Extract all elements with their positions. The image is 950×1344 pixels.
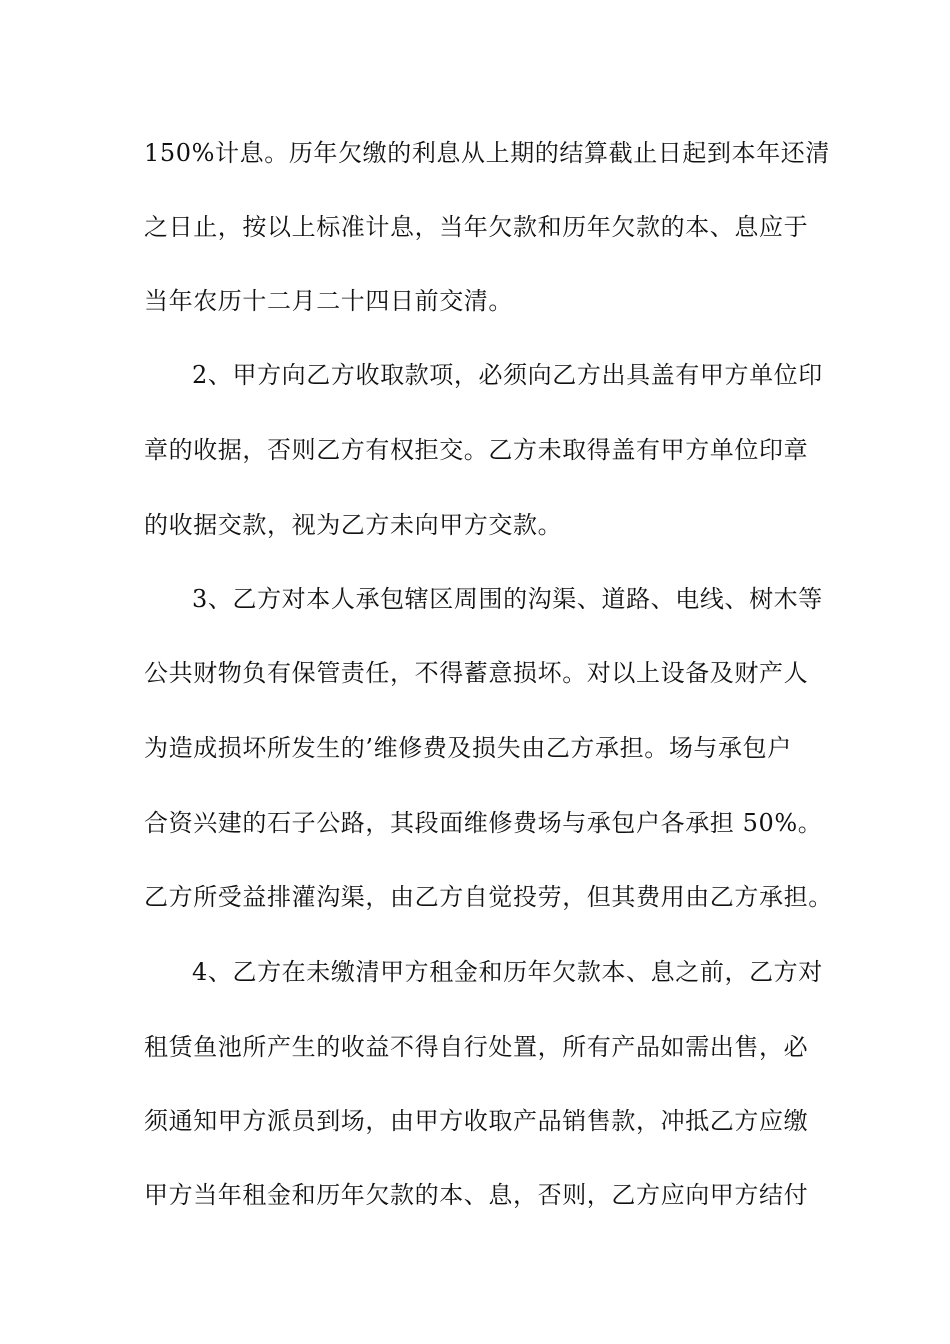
paragraph-start-2: 2、甲方向乙方收取款项，必须向乙方出具盖有甲方单位印 [192, 361, 823, 389]
text-line: 150%计息。历年欠缴的利息从上期的结算截止日起到本年还清 [144, 139, 831, 167]
text-line: 乙方所受益排灌沟渠，由乙方自觉投劳，但其费用由乙方承担。 [144, 883, 833, 911]
paragraph-start-3: 3、乙方对本人承包辖区周围的沟渠、道路、电线、树木等 [192, 585, 823, 613]
text-line: 之日止，按以上标准计息，当年欠款和历年欠款的本、息应于 [144, 213, 809, 241]
text-line: 当年农历十二月二十四日前交清。 [144, 287, 513, 315]
text-line: 甲方当年租金和历年欠款的本、息，否则，乙方应向甲方结付 [144, 1181, 809, 1209]
text-line: 合资兴建的石子公路，其段面维修费场与承包户各承担 50%。 [144, 809, 823, 837]
text-line: 的收据交款，视为乙方未向甲方交款。 [144, 511, 563, 539]
text-line: 章的收据，否则乙方有权拒交。乙方未取得盖有甲方单位印章 [144, 436, 809, 464]
paragraph-start-4: 4、乙方在未缴清甲方租金和历年欠款本、息之前，乙方对 [192, 958, 823, 986]
text-line: 须通知甲方派员到场，由甲方收取产品销售款，冲抵乙方应缴 [144, 1107, 809, 1135]
text-line: 为造成损坏所发生的’维修费及损失由乙方承担。场与承包户 [144, 734, 792, 762]
text-line: 租赁鱼池所产生的收益不得自行处置，所有产品如需出售，必 [144, 1033, 809, 1061]
text-line: 公共财物负有保管责任，不得蓄意损坏。对以上设备及财产人 [144, 659, 809, 687]
